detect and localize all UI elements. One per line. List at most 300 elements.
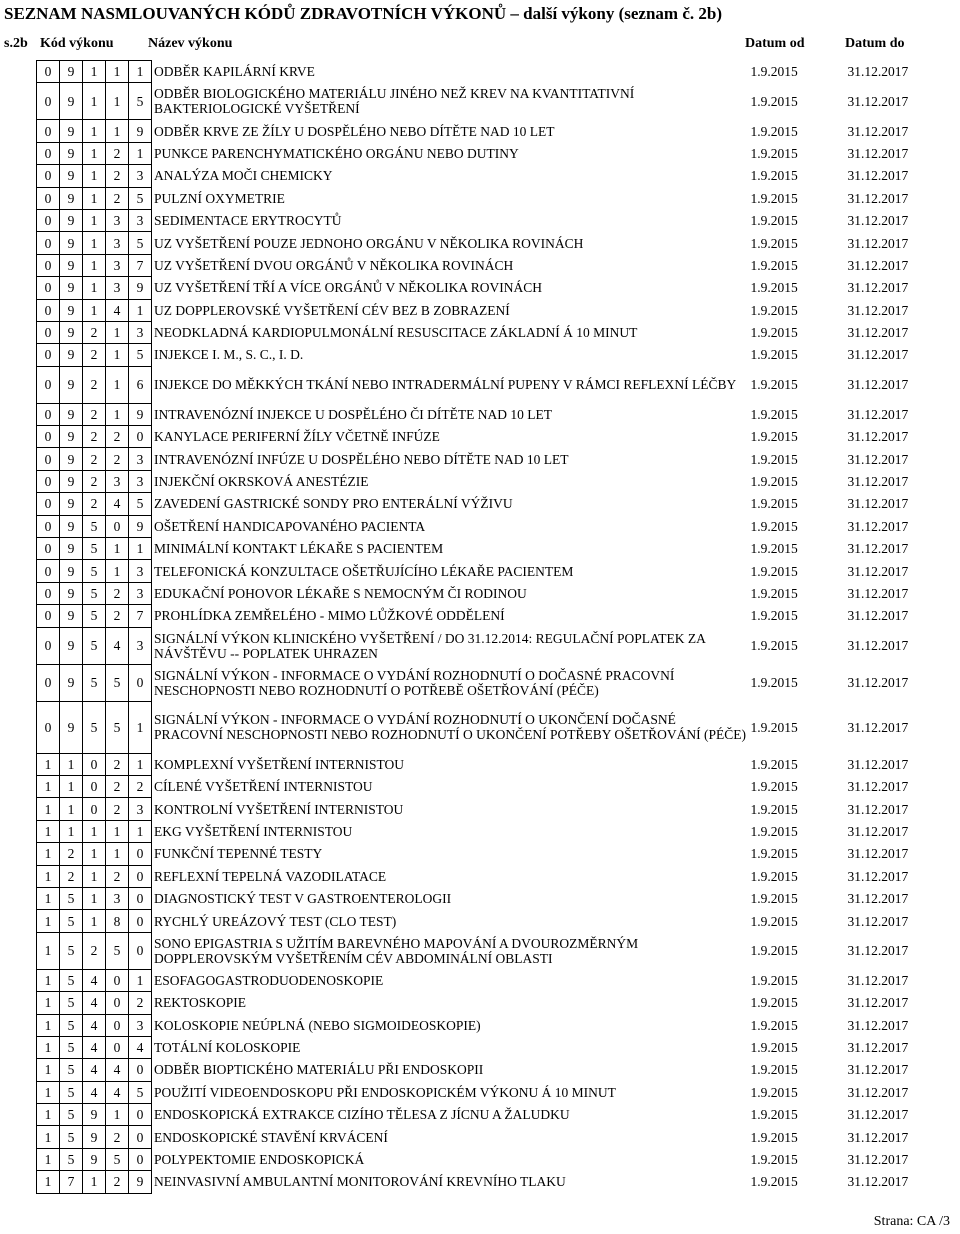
code-digit: 0 <box>37 61 60 83</box>
table-row <box>37 887 930 909</box>
code-digit: 4 <box>106 627 129 664</box>
procedure-name: INJEKČNÍ OKRSKOVÁ ANESTÉZIE <box>154 474 369 490</box>
code-digit: 3 <box>129 209 152 231</box>
table-row <box>37 560 930 582</box>
code-digit: 9 <box>129 1171 152 1193</box>
page-number: Strana: CA /3 <box>873 1214 950 1229</box>
code-digit: 2 <box>60 843 83 865</box>
code-digit: 1 <box>83 865 106 887</box>
code-digit: 9 <box>60 403 83 425</box>
code-digit: 2 <box>129 992 152 1014</box>
code-digit: 2 <box>106 1171 129 1193</box>
code-digit: 4 <box>83 1081 106 1103</box>
code-digit: 0 <box>83 775 106 797</box>
date-from: 1.9.2015 <box>750 93 798 109</box>
code-digit: 0 <box>106 1014 129 1036</box>
code-digit: 7 <box>60 1171 83 1193</box>
date-to: 31.12.2017 <box>847 779 909 795</box>
code-digit: 9 <box>60 664 83 701</box>
code-digit: 1 <box>83 209 106 231</box>
procedure-name: RYCHLÝ UREÁZOVÝ TEST (CLO TEST) <box>154 913 397 929</box>
code-digit: 0 <box>37 627 60 664</box>
procedure-name: FUNKČNÍ TEPENNÉ TESTY <box>154 846 323 862</box>
date-from: 1.9.2015 <box>750 846 798 862</box>
code-digit: 4 <box>83 992 106 1014</box>
code-digit: 0 <box>37 254 60 276</box>
code-digit: 2 <box>83 426 106 448</box>
table-row <box>37 1104 930 1126</box>
code-digit: 1 <box>37 865 60 887</box>
code-digit: 9 <box>60 321 83 343</box>
code-digit: 5 <box>106 1148 129 1170</box>
code-digit: 1 <box>37 887 60 909</box>
code-digit: 3 <box>129 560 152 582</box>
code-digit: 1 <box>83 187 106 209</box>
code-digit: 1 <box>129 969 152 991</box>
code-digit: 3 <box>129 470 152 492</box>
procedure-name: INJEKCE DO MĚKKÝCH TKÁNÍ NEBO INTRADERMÁLNÍ PUPENY V RÁMCI REFLEXNÍ LÉČBY <box>154 377 737 393</box>
code-digit: 9 <box>60 538 83 560</box>
code-digit: 2 <box>83 344 106 366</box>
table-row <box>37 1036 930 1058</box>
table-row <box>37 1081 930 1103</box>
code-digit: 1 <box>83 299 106 321</box>
code-digit: 9 <box>60 254 83 276</box>
procedure-table <box>36 60 930 1194</box>
code-digit: 1 <box>37 1126 60 1148</box>
code-digit: 0 <box>37 165 60 187</box>
code-digit: 0 <box>129 1148 152 1170</box>
date-to: 31.12.2017 <box>847 93 909 109</box>
code-digit: 5 <box>60 887 83 909</box>
table-row <box>37 83 930 120</box>
date-to: 31.12.2017 <box>847 213 909 229</box>
procedure-name: SIGNÁLNÍ VÝKON KLINICKÉHO VYŠETŘENÍ / DO 31.12.2014: REGULAČNÍ POPLATEK ZA NÁVŠTĚVU -- POPLATEK UHRAZEN <box>154 630 706 661</box>
code-digit: 0 <box>37 321 60 343</box>
code-digit: 5 <box>83 605 106 627</box>
code-digit: 2 <box>106 605 129 627</box>
code-digit: 0 <box>37 277 60 299</box>
date-from: 1.9.2015 <box>750 64 798 80</box>
code-digit: 9 <box>60 142 83 164</box>
code-digit: 1 <box>106 344 129 366</box>
code-digit: 1 <box>129 142 152 164</box>
code-digit: 5 <box>83 701 106 753</box>
code-digit: 9 <box>60 627 83 664</box>
code-digit: 1 <box>106 538 129 560</box>
code-digit: 5 <box>129 83 152 120</box>
code-digit: 9 <box>83 1104 106 1126</box>
code-digit: 9 <box>60 61 83 83</box>
date-to: 31.12.2017 <box>847 1062 909 1078</box>
date-from: 1.9.2015 <box>750 541 798 557</box>
date-to: 31.12.2017 <box>847 1107 909 1123</box>
table-row <box>37 538 930 560</box>
date-to: 31.12.2017 <box>847 451 909 467</box>
code-digit: 9 <box>60 605 83 627</box>
code-digit: 0 <box>37 299 60 321</box>
procedure-name: TELEFONICKÁ KONZULTACE OŠETŘUJÍCÍHO LÉKAŘE PACIENTEM <box>154 563 574 579</box>
code-digit: 1 <box>83 887 106 909</box>
date-from: 1.9.2015 <box>750 891 798 907</box>
date-to: 31.12.2017 <box>847 1040 909 1056</box>
code-digit: 5 <box>83 582 106 604</box>
date-from: 1.9.2015 <box>750 280 798 296</box>
code-digit: 0 <box>129 1059 152 1081</box>
table-row <box>37 321 930 343</box>
code-digit: 5 <box>83 560 106 582</box>
date-from: 1.9.2015 <box>750 325 798 341</box>
code-digit: 1 <box>37 843 60 865</box>
procedure-name: PULZNÍ OXYMETRIE <box>154 190 285 206</box>
code-digit: 1 <box>37 798 60 820</box>
code-digit: 1 <box>83 254 106 276</box>
table-row <box>37 232 930 254</box>
code-digit: 4 <box>83 969 106 991</box>
date-to: 31.12.2017 <box>847 972 909 988</box>
date-to: 31.12.2017 <box>847 586 909 601</box>
code-digit: 1 <box>106 120 129 142</box>
column-header-code: Kód výkonu <box>40 36 114 51</box>
code-digit: 1 <box>129 538 152 560</box>
code-digit: 1 <box>37 1081 60 1103</box>
table-row <box>37 61 930 83</box>
code-digit: 5 <box>60 1081 83 1103</box>
table-row <box>37 1148 930 1170</box>
column-header-from: Datum od <box>745 36 805 51</box>
date-from: 1.9.2015 <box>750 1084 798 1100</box>
code-digit: 1 <box>83 277 106 299</box>
code-digit: 0 <box>37 560 60 582</box>
code-digit: 9 <box>60 515 83 537</box>
code-digit: 5 <box>60 1148 83 1170</box>
date-from: 1.9.2015 <box>750 913 798 929</box>
date-to: 31.12.2017 <box>847 638 909 654</box>
table-row <box>37 798 930 820</box>
procedure-name: POLYPEKTOMIE ENDOSKOPICKÁ <box>154 1152 365 1168</box>
code-digit: 9 <box>60 493 83 515</box>
code-digit: 1 <box>106 1104 129 1126</box>
code-digit: 1 <box>60 775 83 797</box>
code-digit: 0 <box>37 120 60 142</box>
procedure-name: ZAVEDENÍ GASTRICKÉ SONDY PRO ENTERÁLNÍ VÝŽIVU <box>154 496 513 512</box>
code-digit: 5 <box>106 701 129 753</box>
procedure-name: ODBĚR KAPILÁRNÍ KRVE <box>154 64 315 80</box>
date-to: 31.12.2017 <box>847 168 909 184</box>
date-to: 31.12.2017 <box>847 1084 909 1100</box>
code-digit: 1 <box>83 820 106 842</box>
date-to: 31.12.2017 <box>847 496 909 512</box>
code-digit: 2 <box>83 366 106 403</box>
code-digit: 2 <box>106 165 129 187</box>
date-from: 1.9.2015 <box>750 868 798 884</box>
table-row <box>37 142 930 164</box>
procedure-name: ODBĚR KRVE ZE ŽÍLY U DOSPĚLÉHO NEBO DÍTĚTE NAD 10 LET <box>154 123 555 139</box>
code-digit: 0 <box>37 83 60 120</box>
table-row <box>37 366 930 403</box>
code-digit: 0 <box>37 493 60 515</box>
code-digit: 9 <box>83 1148 106 1170</box>
date-to: 31.12.2017 <box>847 145 909 161</box>
code-digit: 1 <box>83 843 106 865</box>
table-row <box>37 820 930 842</box>
code-digit: 9 <box>83 1126 106 1148</box>
date-from: 1.9.2015 <box>750 145 798 161</box>
column-header-section: s.2b <box>4 36 28 51</box>
date-to: 31.12.2017 <box>847 474 909 490</box>
procedure-name: DIAGNOSTICKÝ TEST V GASTROENTEROLOGII <box>154 891 452 907</box>
code-digit: 2 <box>83 932 106 969</box>
procedure-name: POUŽITÍ VIDEOENDOSKOPU PŘI ENDOSKOPICKÉM VÝKONU Á 10 MINUT <box>154 1084 616 1100</box>
date-from: 1.9.2015 <box>750 972 798 988</box>
code-digit: 5 <box>129 232 152 254</box>
code-digit: 3 <box>129 582 152 604</box>
code-digit: 3 <box>106 887 129 909</box>
code-digit: 4 <box>83 1014 106 1036</box>
code-digit: 0 <box>37 701 60 753</box>
procedure-name: TOTÁLNÍ KOLOSKOPIE <box>154 1040 301 1056</box>
code-digit: 1 <box>129 701 152 753</box>
procedure-name: UZ VYŠETŘENÍ DVOU ORGÁNŮ V NĚKOLIKA ROVINÁCH <box>154 257 514 273</box>
code-digit: 0 <box>37 470 60 492</box>
code-digit: 1 <box>129 299 152 321</box>
procedure-name: MINIMÁLNÍ KONTAKT LÉKAŘE S PACIENTEM <box>154 541 444 557</box>
code-digit: 1 <box>106 843 129 865</box>
code-digit: 3 <box>106 470 129 492</box>
date-from: 1.9.2015 <box>750 943 798 959</box>
code-digit: 1 <box>37 992 60 1014</box>
code-digit: 0 <box>37 232 60 254</box>
table-row <box>37 470 930 492</box>
date-from: 1.9.2015 <box>750 995 798 1011</box>
code-digit: 0 <box>37 403 60 425</box>
table-row <box>37 775 930 797</box>
code-digit: 0 <box>37 582 60 604</box>
date-from: 1.9.2015 <box>750 638 798 654</box>
procedure-name: KONTROLNÍ VYŠETŘENÍ INTERNISTOU <box>154 801 404 817</box>
date-to: 31.12.2017 <box>847 943 909 959</box>
code-digit: 1 <box>106 83 129 120</box>
procedure-name: KANYLACE PERIFERNÍ ŽÍLY VČETNĚ INFÚZE <box>154 429 440 445</box>
code-digit: 1 <box>83 61 106 83</box>
procedure-name: NEODKLADNÁ KARDIOPULMONÁLNÍ RESUSCITACE ZÁKLADNÍ Á 10 MINUT <box>154 325 638 341</box>
date-from: 1.9.2015 <box>750 496 798 512</box>
code-digit: 2 <box>83 448 106 470</box>
procedure-name: ENDOSKOPICKÁ EXTRAKCE CIZÍHO TĚLESA Z JÍCNU A ŽALUDKU <box>154 1107 570 1123</box>
date-to: 31.12.2017 <box>847 868 909 884</box>
code-digit: 1 <box>106 366 129 403</box>
date-to: 31.12.2017 <box>847 801 909 817</box>
date-from: 1.9.2015 <box>750 1017 798 1033</box>
code-digit: 0 <box>37 515 60 537</box>
code-digit: 0 <box>129 887 152 909</box>
procedure-name: UZ DOPPLEROVSKÉ VYŠETŘENÍ CÉV BEZ B ZOBRAZENÍ <box>154 302 510 318</box>
code-digit: 1 <box>83 142 106 164</box>
table-row <box>37 187 930 209</box>
code-digit: 1 <box>83 120 106 142</box>
code-digit: 9 <box>129 277 152 299</box>
code-digit: 9 <box>60 83 83 120</box>
table-row <box>37 448 930 470</box>
procedure-name: SIGNÁLNÍ VÝKON - INFORMACE O VYDÁNÍ ROZHODNUTÍ O DOČASNÉ PRACOVNÍ NESCHOPNOSTI NEBO ROZHODNUTÍ O POTŘEBĚ OŠETŘOVÁNÍ (PÉČE) <box>154 667 675 698</box>
procedure-name: KOMPLEXNÍ VYŠETŘENÍ INTERNISTOU <box>154 756 404 772</box>
procedure-name: ESOFAGOGASTRODUODENOSKOPIE <box>154 972 384 988</box>
date-to: 31.12.2017 <box>847 823 909 839</box>
code-digit: 2 <box>83 403 106 425</box>
date-to: 31.12.2017 <box>847 280 909 296</box>
code-digit: 1 <box>106 403 129 425</box>
procedure-name: EDUKAČNÍ POHOVOR LÉKAŘE S NEMOCNÝM ČI RODINOU <box>154 586 527 601</box>
code-digit: 9 <box>60 187 83 209</box>
code-digit: 0 <box>129 426 152 448</box>
table-row <box>37 605 930 627</box>
code-digit: 2 <box>106 426 129 448</box>
date-from: 1.9.2015 <box>750 257 798 273</box>
date-from: 1.9.2015 <box>750 302 798 318</box>
code-digit: 9 <box>60 344 83 366</box>
code-digit: 9 <box>129 120 152 142</box>
date-to: 31.12.2017 <box>847 995 909 1011</box>
date-to: 31.12.2017 <box>847 756 909 772</box>
procedure-name: UZ VYŠETŘENÍ POUZE JEDNOHO ORGÁNU V NĚKOLIKA ROVINÁCH <box>154 235 584 251</box>
code-digit: 0 <box>106 969 129 991</box>
code-digit: 1 <box>37 753 60 775</box>
code-digit: 9 <box>60 470 83 492</box>
code-digit: 1 <box>37 969 60 991</box>
date-from: 1.9.2015 <box>750 1107 798 1123</box>
code-digit: 1 <box>37 1014 60 1036</box>
code-digit: 0 <box>37 664 60 701</box>
procedure-name: SIGNÁLNÍ VÝKON - INFORMACE O VYDÁNÍ ROZHODNUTÍ O UKONČENÍ DOČASNÉ PRACOVNÍ NESCHOPNOSTI NEBO ROZHODNUTÍ O UKONČENÍ POTŘEBY OŠETŘOVÁNÍ (PÉČE) <box>154 712 747 743</box>
code-digit: 2 <box>129 775 152 797</box>
code-digit: 1 <box>83 232 106 254</box>
code-digit: 8 <box>106 910 129 932</box>
code-digit: 3 <box>129 448 152 470</box>
table-row <box>37 165 930 187</box>
code-digit: 0 <box>129 1126 152 1148</box>
table-row <box>37 299 930 321</box>
code-digit: 2 <box>106 187 129 209</box>
procedure-name: ODBĚR BIOLOGICKÉHO MATERIÁLU JINÉHO NEŽ KREV NA KVANTITATIVNÍ BAKTERIOLOGICKÉ VYŠETŘENÍ <box>154 86 635 117</box>
procedure-table-body <box>37 61 930 1194</box>
date-to: 31.12.2017 <box>847 518 909 534</box>
date-from: 1.9.2015 <box>750 779 798 795</box>
date-from: 1.9.2015 <box>750 406 798 422</box>
date-to: 31.12.2017 <box>847 1174 909 1190</box>
procedure-name: PROHLÍDKA ZEMŘELÉHO - MIMO LŮŽKOVÉ ODDĚLENÍ <box>154 608 505 624</box>
code-digit: 9 <box>60 299 83 321</box>
code-digit: 9 <box>60 165 83 187</box>
code-digit: 3 <box>129 1014 152 1036</box>
code-digit: 0 <box>129 910 152 932</box>
table-row <box>37 1059 930 1081</box>
table-row <box>37 910 930 932</box>
code-digit: 4 <box>106 493 129 515</box>
code-digit: 5 <box>83 664 106 701</box>
procedure-name: INTRAVENÓZNÍ INFÚZE U DOSPĚLÉHO NEBO DÍTĚTE NAD 10 LET <box>154 451 569 467</box>
code-digit: 4 <box>129 1036 152 1058</box>
table-row <box>37 582 930 604</box>
code-digit: 5 <box>83 538 106 560</box>
code-digit: 0 <box>37 187 60 209</box>
code-digit: 2 <box>83 493 106 515</box>
code-digit: 1 <box>83 83 106 120</box>
code-digit: 2 <box>106 798 129 820</box>
code-digit: 2 <box>106 753 129 775</box>
date-to: 31.12.2017 <box>847 608 909 624</box>
table-row <box>37 426 930 448</box>
procedure-name: PUNKCE PARENCHYMATICKÉHO ORGÁNU NEBO DUTINY <box>154 145 519 161</box>
code-digit: 9 <box>60 582 83 604</box>
code-digit: 0 <box>129 843 152 865</box>
date-to: 31.12.2017 <box>847 846 909 862</box>
code-digit: 3 <box>106 254 129 276</box>
date-to: 31.12.2017 <box>847 123 909 139</box>
code-digit: 5 <box>60 910 83 932</box>
code-digit: 1 <box>60 753 83 775</box>
date-to: 31.12.2017 <box>847 64 909 80</box>
code-digit: 1 <box>37 932 60 969</box>
code-digit: 9 <box>60 366 83 403</box>
date-from: 1.9.2015 <box>750 429 798 445</box>
date-from: 1.9.2015 <box>750 756 798 772</box>
table-row <box>37 209 930 231</box>
code-digit: 9 <box>60 426 83 448</box>
procedure-name: REFLEXNÍ TEPELNÁ VAZODILATACE <box>154 868 387 884</box>
code-digit: 5 <box>60 1104 83 1126</box>
code-digit: 5 <box>129 187 152 209</box>
date-to: 31.12.2017 <box>847 235 909 251</box>
date-from: 1.9.2015 <box>750 675 798 691</box>
date-from: 1.9.2015 <box>750 168 798 184</box>
code-digit: 1 <box>37 1036 60 1058</box>
code-digit: 3 <box>106 232 129 254</box>
date-from: 1.9.2015 <box>750 1062 798 1078</box>
code-digit: 0 <box>129 664 152 701</box>
procedure-name: NEINVASIVNÍ AMBULANTNÍ MONITOROVÁNÍ KREVNÍHO TLAKU <box>154 1174 566 1190</box>
date-to: 31.12.2017 <box>847 429 909 445</box>
code-digit: 9 <box>60 277 83 299</box>
code-digit: 0 <box>37 366 60 403</box>
code-digit: 3 <box>106 277 129 299</box>
code-digit: 0 <box>37 209 60 231</box>
date-from: 1.9.2015 <box>750 1129 798 1145</box>
code-digit: 5 <box>129 344 152 366</box>
table-row <box>37 277 930 299</box>
date-to: 31.12.2017 <box>847 891 909 907</box>
date-to: 31.12.2017 <box>847 541 909 557</box>
code-digit: 4 <box>106 1059 129 1081</box>
code-digit: 1 <box>129 820 152 842</box>
page-title: SEZNAM NASMLOUVANÝCH KÓDŮ ZDRAVOTNÍCH VÝKONŮ – další výkony (seznam č. 2b) <box>4 4 722 23</box>
code-digit: 9 <box>60 232 83 254</box>
date-from: 1.9.2015 <box>750 1174 798 1190</box>
code-digit: 0 <box>106 515 129 537</box>
code-digit: 2 <box>106 582 129 604</box>
date-to: 31.12.2017 <box>847 406 909 422</box>
code-digit: 0 <box>37 142 60 164</box>
procedure-name: ENDOSKOPICKÉ STAVĚNÍ KRVÁCENÍ <box>154 1129 388 1145</box>
code-digit: 5 <box>129 493 152 515</box>
date-to: 31.12.2017 <box>847 1152 909 1168</box>
date-from: 1.9.2015 <box>750 235 798 251</box>
date-from: 1.9.2015 <box>750 451 798 467</box>
code-digit: 5 <box>60 992 83 1014</box>
code-digit: 0 <box>83 798 106 820</box>
table-row <box>37 627 930 664</box>
code-digit: 4 <box>83 1059 106 1081</box>
procedure-name: INJEKCE I. M., S. C., I. D. <box>154 347 304 363</box>
